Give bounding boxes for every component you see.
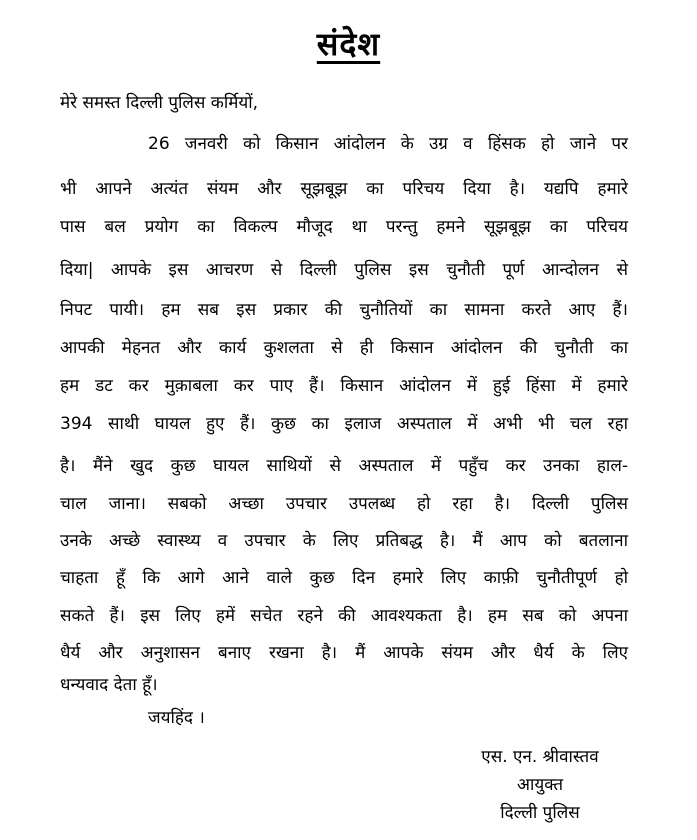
body-line: धैर्य और अनुशासन बनाए रखना है। मैं आपके संयम और धैर्य के लिए [60, 643, 628, 663]
signatory-office: दिल्ली पुलिस [500, 803, 580, 823]
closing-salute: जयहिंद । [148, 708, 205, 728]
signatory-name: एस. एन. श्रीवास्तव [481, 747, 599, 767]
body-line: धन्यवाद देता हूँ। [60, 675, 158, 695]
body-line: 26 जनवरी को किसान आंदोलन के उग्र व हिंसक हो जाने पर [148, 134, 628, 154]
body-line: 394 साथी घायल हुए हैं। कुछ का इलाज अस्पताल में अभी भी चल रहा [60, 414, 628, 434]
body-line: भी आपने अत्यंत संयम और सूझबूझ का परिचय दिया है। यद्यपि हमारे [60, 179, 628, 199]
signatory-designation: आयुक्त [516, 775, 564, 795]
body-line: उनके अच्छे स्वास्थ्य व उपचार के लिए प्रतिबद्ध है। मैं आप को बतलाना [60, 531, 628, 551]
body-line: है। मैंने खुद कुछ घायल साथियों से अस्पताल में पहुँच कर उनका हाल- [60, 456, 628, 476]
body-line: चाहता हूँ कि आगे आने वाले कुछ दिन हमारे लिए काफ़ी चुनौतीपूर्ण हो [60, 568, 628, 588]
body-line: हम डट कर मुक़ाबला कर पाए हैं। किसान आंदोलन में हुई हिंसा में हमारे [60, 376, 628, 396]
body-line: सकते हैं। इस लिए हमें सचेत रहने की आवश्यकता है। हम सब को अपना [60, 606, 628, 626]
letter-title: संदेश [316, 25, 381, 63]
body-line: आपकी मेहनत और कार्य कुशलता से ही किसान आंदोलन की चुनौती का [60, 338, 628, 358]
body-line: दिया| आपके इस आचरण से दिल्ली पुलिस इस चुनौती पूर्ण आन्दोलन से [60, 260, 628, 280]
body-line: पास बल प्रयोग का विकल्प मौजूद था परन्तु हमने सूझबूझ का परिचय [60, 217, 628, 237]
body-line: चाल जाना। सबको अच्छा उपचार उपलब्ध हो रहा है। दिल्ली पुलिस [60, 494, 628, 514]
salutation: मेरे समस्त दिल्ली पुलिस कर्मियों, [60, 93, 259, 113]
body-line: निपट पायी। हम सब इस प्रकार की चुनौतियों का सामना करते आए हैं। [60, 300, 628, 320]
